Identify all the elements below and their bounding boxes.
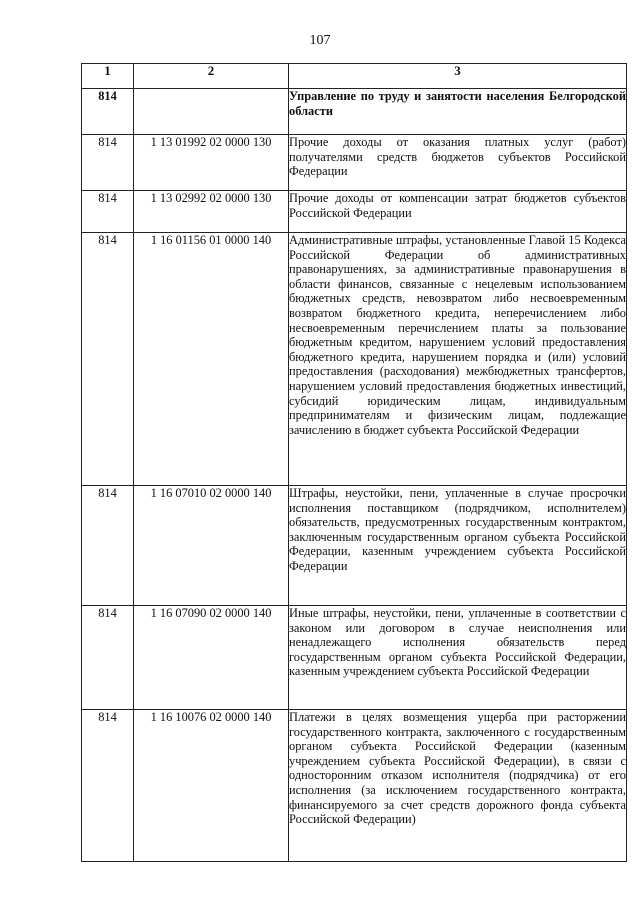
admin-code-cell: 814 <box>82 191 134 233</box>
description-cell: Штрафы, неустойки, пени, уплаченные в случае просрочки исполнения поставщиком (подрядчиком, исполнителем) обязательств, предусмотренных государственным контрактом, заключенным государственным органом субъекта Российской Федерации, казенным учреждением субъекта Российской Федерации <box>289 486 627 606</box>
budget-code-cell: 1 16 07010 02 0000 140 <box>134 486 289 606</box>
admin-code-cell: 814 <box>82 135 134 191</box>
description-cell: Прочие доходы от компенсации затрат бюджетов субъектов Российской Федерации <box>289 191 627 233</box>
description-cell: Административные штрафы, установленные Главой 15 Кодекса Российской Федерации об административных правонарушениях, за административные правонарушения в области финансов, связанные с нецелевым использованием бюджетных средств, невозвратом либо несвоевременным возвратом бюджетного кредита, неперечислением либо несвоевременным перечислением платы за пользование бюджетным кредитом, нарушением условий предоставления бюджетного кредита, нарушением порядка и (или) условий предоставления (расходования) межбюджетных трансфертов, нарушением условий предоставления бюджетных инвестиций, субсидий юридическим лицам, индивидуальным предпринимателям и физическим лицам, подлежащие зачислению в бюджет субъекта Российской Федерации <box>289 233 627 486</box>
table-row <box>82 486 627 606</box>
admin-code-cell: 814 <box>82 486 134 606</box>
page-number: 107 <box>309 33 331 48</box>
budget-code-cell: 1 13 01992 02 0000 130 <box>134 135 289 191</box>
table-row <box>82 135 627 191</box>
budget-code-cell: 1 16 01156 01 0000 140 <box>134 233 289 486</box>
description-cell: Платежи в целях возмещения ущерба при расторжении государственного контракта, заключенного с государственным органом субъекта Российской Федерации (казенным учреждением субъекта Российской Федерации), в связи с односторонним отказом исполнителя (подрядчика) от его исполнения (за исключением государственного контракта, финансируемого за счет средств дорожного фонда субъекта Российской Федерации) <box>289 710 627 862</box>
budget-code-cell: 1 16 07090 02 0000 140 <box>134 606 289 710</box>
column-header-2: 2 <box>134 64 289 89</box>
admin-code-cell: 814 <box>82 606 134 710</box>
budget-code-cell: 1 16 10076 02 0000 140 <box>134 710 289 862</box>
revenue-classification-table <box>81 63 627 862</box>
admin-code-cell: 814 <box>82 233 134 486</box>
budget-code-cell: 1 13 02992 02 0000 130 <box>134 191 289 233</box>
table-row <box>82 233 627 486</box>
description-cell: Управление по труду и занятости населения Белгородской области <box>289 89 627 135</box>
column-header-3: 3 <box>289 64 627 89</box>
description-cell: Прочие доходы от оказания платных услуг (работ) получателями средств бюджетов субъектов Российской Федерации <box>289 135 627 191</box>
description-cell: Иные штрафы, неустойки, пени, уплаченные в соответствии с законом или договором в случае неисполнения или ненадлежащего исполнения обязательств перед государственным органом субъекта Российской Федерации, казенным учреждением субъекта Российской Федерации <box>289 606 627 710</box>
table-row <box>82 710 627 862</box>
column-header-1: 1 <box>82 64 134 89</box>
table-row <box>82 606 627 710</box>
admin-code-cell: 814 <box>82 710 134 862</box>
budget-code-cell <box>134 89 289 135</box>
table-row <box>82 191 627 233</box>
table-row <box>82 89 627 135</box>
admin-code-cell: 814 <box>82 89 134 135</box>
table-header-row <box>82 64 627 89</box>
